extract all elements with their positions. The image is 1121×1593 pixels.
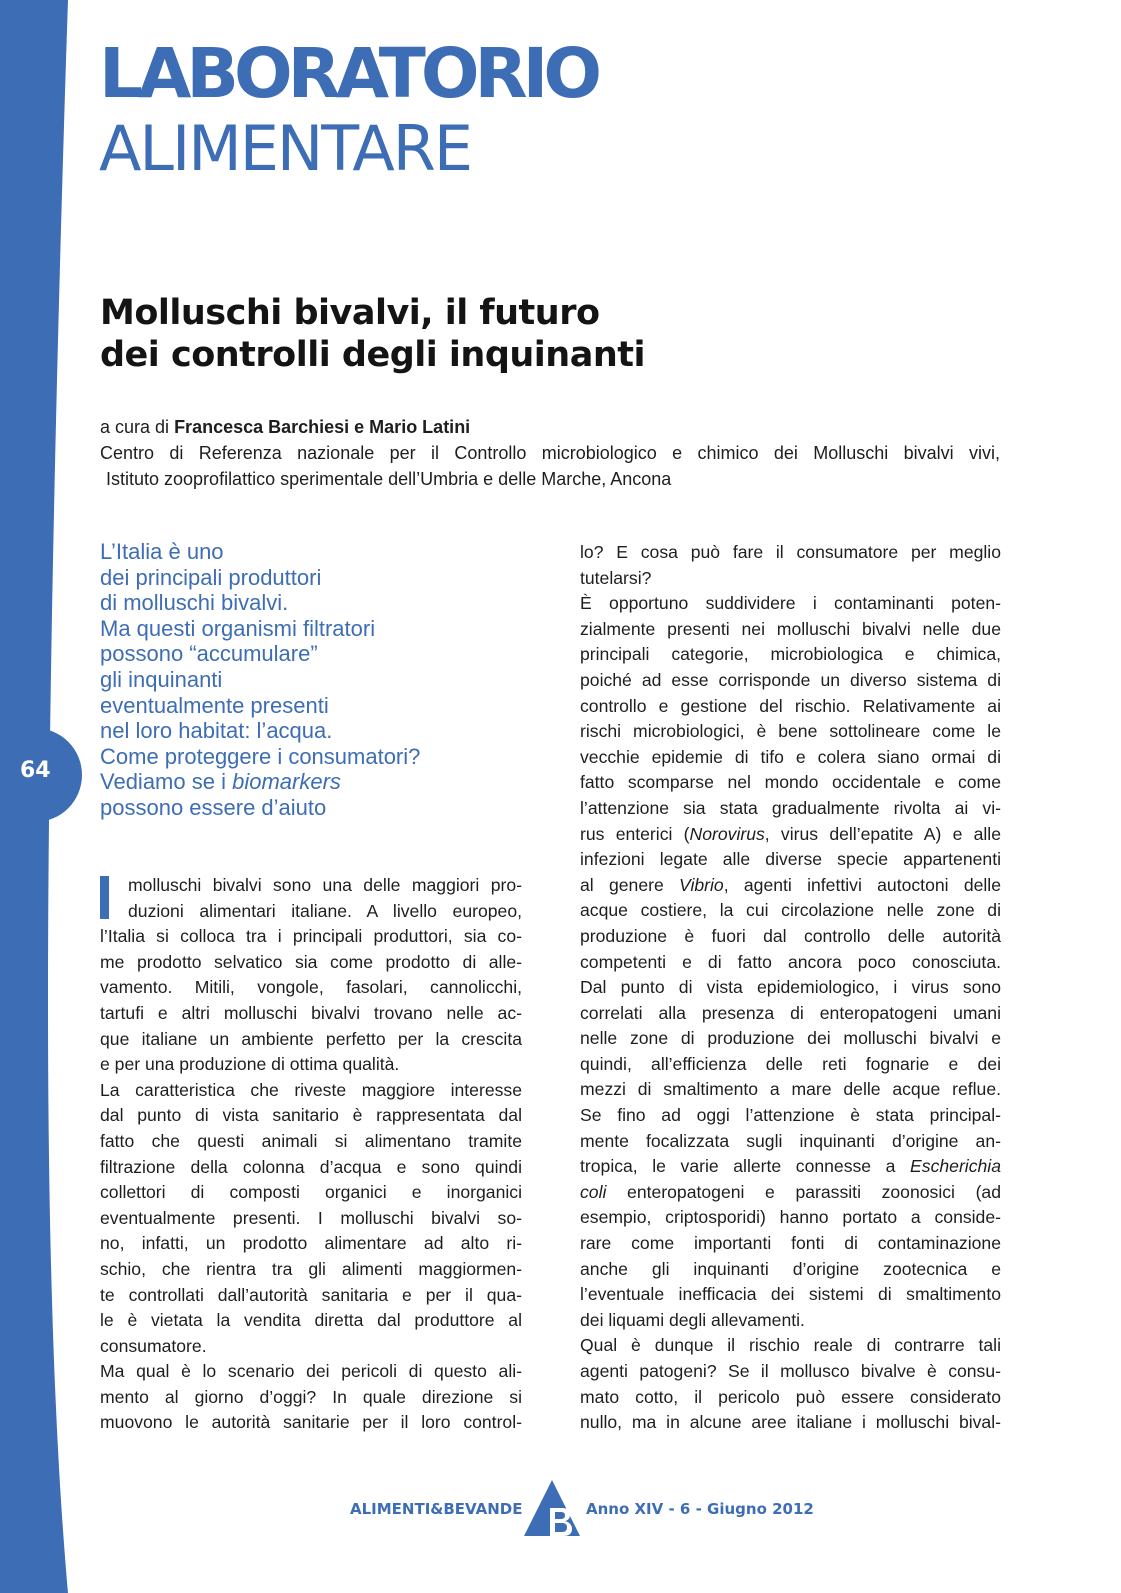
body-line: tutelarsi? xyxy=(580,567,652,588)
lead-line: Come proteggere i consumatori? xyxy=(100,743,421,769)
article-title-line: Molluschi bivalvi, il futuro xyxy=(100,293,600,333)
body-line: Qual è dunque il rischio reale di contrarre tali xyxy=(580,1335,1001,1356)
article-lead xyxy=(100,539,540,821)
body-paragraph xyxy=(100,1078,522,1360)
body-text: tropica, le varie allerte connesse a xyxy=(580,1156,911,1177)
body-line: schio, che rientra tra gli alimenti maggiormen- xyxy=(100,1258,522,1279)
lead-line: nel loro habitat: l’acqua. xyxy=(100,718,333,744)
byline-authors-line xyxy=(100,414,1000,440)
body-line: l’Italia si colloca tra i principali produttori, sia co- xyxy=(100,926,522,947)
body-line: rare come importanti fonti di contaminazione xyxy=(580,1233,1001,1254)
lead-line: gli inquinanti xyxy=(100,666,223,692)
article-title-line: dei controlli degli inquinanti xyxy=(100,335,645,375)
body-line: zialmente presenti nei molluschi bivalvi nelle due xyxy=(580,618,1001,639)
lead-line: possono essere d’aiuto xyxy=(100,794,327,820)
body-paragraph xyxy=(580,540,1001,591)
body-line: tartufi e altri molluschi bivalvi trovano nelle ac- xyxy=(100,1002,522,1023)
section-header xyxy=(99,34,597,184)
section-header-line1: LABORATORIO xyxy=(99,34,597,114)
body-line: vamento. Mitili, vongole, fasolari, cannolicchi, xyxy=(100,977,522,998)
body-line: È opportuno suddividere i contaminanti poten- xyxy=(580,593,1001,614)
body-line: filtrazione della colonna d’acqua e sono quindi xyxy=(100,1156,522,1177)
body-line: consumatore. xyxy=(100,1335,207,1356)
body-line: Dal punto di vista epidemiologico, i virus sono xyxy=(580,977,1001,998)
body-line: muovono le autorità sanitarie per il loro control- xyxy=(100,1412,522,1433)
affiliation-line: Centro di Referenza nazionale per il Controllo microbiologico e chimico dei Molluschi bivalvi vivi, xyxy=(100,443,1000,463)
authors: Francesca Barchiesi e Mario Latini xyxy=(174,417,471,437)
body-line: anche gli inquinanti d’origine zootecnica e xyxy=(580,1258,1001,1279)
body-line: duzioni alimentari italiane. A livello europeo, xyxy=(128,900,522,921)
byline xyxy=(100,414,1000,492)
body-line: fatto scomparse nel mondo occidentale e come xyxy=(580,772,1001,793)
italic-term: coli xyxy=(580,1181,607,1202)
body-line: le è vietata la vendita diretta dal produttore al xyxy=(100,1310,522,1331)
body-line: dei liquami degli allevamenti. xyxy=(580,1309,805,1330)
body-line xyxy=(580,1180,1001,1206)
lead-line: dei principali produttori xyxy=(100,564,322,590)
body-text: rus enterici ( xyxy=(580,823,690,844)
body-line: mente focalizzata sugli inquinanti d’origine an- xyxy=(580,1130,1001,1151)
body-line: vecchie epidemie di tifo e colera siano ormai di xyxy=(580,746,1001,767)
body-line: dal punto di vista sanitario è rappresentata dal xyxy=(100,1105,522,1126)
body-line xyxy=(580,873,1001,899)
body-line: no, infatti, un prodotto alimentare ad alto ri- xyxy=(100,1233,522,1254)
body-line: Se fino ad oggi l’attenzione è stata principal- xyxy=(580,1105,1001,1126)
body-line: agenti patogeni? Se il mollusco bivalve è consu- xyxy=(580,1361,1001,1381)
body-line: infezioni legate alle diverse specie appartenenti xyxy=(580,849,1001,870)
body-line: Ma qual è lo scenario dei pericoli di questo ali- xyxy=(100,1361,522,1382)
italic-term: Vibrio xyxy=(679,874,724,895)
body-line: esempio, criptosporidi) hanno portato a conside- xyxy=(580,1207,1001,1228)
body-line: nelle zone di produzione dei molluschi bivalvi e xyxy=(580,1028,1001,1049)
body-line: La caratteristica che riveste maggiore interesse xyxy=(100,1079,522,1100)
body-line: molluschi bivalvi sono una delle maggiori pro- xyxy=(128,875,522,895)
section-header-line2: ALIMENTARE xyxy=(99,112,472,185)
body-text: al genere xyxy=(580,874,680,895)
body-line: correlati alla presenza di enteropatogeni umani xyxy=(580,1002,1001,1023)
page-number: 64 xyxy=(20,758,51,783)
body-line: quindi, all’efficienza delle reti fognarie e dei xyxy=(580,1053,1001,1074)
body-line: poiché ad esse corrisponde un diverso sistema di xyxy=(580,669,1001,690)
dropcap-letter xyxy=(100,876,109,919)
body-line: produzione è fuori dal controllo delle autorità xyxy=(580,925,1001,946)
body-paragraph xyxy=(580,1333,1001,1435)
body-line: lo? E cosa può fare il consumatore per meglio xyxy=(580,542,1001,562)
footer-publication: ALIMENTI&BEVANDE xyxy=(350,1500,523,1518)
body-line: mato cotto, il pericolo può essere considerato xyxy=(580,1386,1001,1407)
article-title xyxy=(100,292,1000,376)
body-paragraph xyxy=(100,1359,522,1436)
byline-prefix: a cura di xyxy=(100,417,170,437)
body-line: l’attenzione sia stata gradualmente rivolta ai vi- xyxy=(580,797,1001,818)
publication-logo-icon xyxy=(520,1478,584,1538)
lead-italic-term: biomarkers xyxy=(232,769,341,795)
body-line: mento al giorno d’oggi? In quale direzione si xyxy=(100,1386,522,1407)
lead-line: Ma questi organismi filtratori xyxy=(100,615,376,641)
italic-term: Escherichia xyxy=(910,1156,1001,1177)
lead-text: Vediamo se i xyxy=(100,769,226,795)
body-line: l’eventuale inefficacia dei sistemi di smaltimento xyxy=(580,1284,1001,1305)
body-line: nullo, ma in alcune aree italiane i molluschi bival- xyxy=(580,1412,1001,1433)
body-line: te controllati dall’autorità sanitaria e per il qua- xyxy=(100,1284,522,1305)
body-text: enteropatogeni e parassiti zoonosici (ad xyxy=(606,1181,1001,1202)
body-text: , agenti infettivi autoctoni delle xyxy=(723,874,1001,895)
body-line: competenti e di fatto ancora poco conosciuta. xyxy=(580,951,1001,972)
page-footer xyxy=(348,1478,818,1538)
affiliation-line: Istituto zooprofilattico sperimentale dell’Umbria e delle Marche, Ancona xyxy=(106,469,672,489)
body-line: fatto che questi animali si alimentano tramite xyxy=(100,1130,522,1151)
body-line xyxy=(580,1154,1001,1180)
body-line: mezzi di smaltimento a mare delle acque reflue. xyxy=(580,1079,1001,1100)
footer-issue: Anno XIV - 6 - Giugno 2012 xyxy=(586,1500,814,1518)
lead-line: L’Italia è uno xyxy=(100,539,224,564)
body-line: collettori di composti organici e inorganici xyxy=(100,1182,522,1203)
body-line: acque costiere, la cui circolazione nelle zone di xyxy=(580,900,1001,921)
body-text: , virus dell’epatite A) e alle xyxy=(764,823,1001,844)
body-line: me prodotto selvatico sia come prodotto di alle- xyxy=(100,951,522,972)
body-line: e per una produzione di ottima qualità. xyxy=(100,1054,400,1075)
lead-line xyxy=(100,769,540,795)
body-line xyxy=(580,822,1001,848)
body-line: controllo e gestione del rischio. Relativamente ai xyxy=(580,695,1001,716)
body-paragraph xyxy=(100,873,522,1078)
body-line: rischi microbiologici, è bene sottolineare come le xyxy=(580,721,1001,742)
lead-line: eventualmente presenti xyxy=(100,692,329,718)
lead-line: di molluschi bivalvi. xyxy=(100,590,289,616)
lead-line: possono “accumulare” xyxy=(100,641,318,667)
body-line: eventualmente presenti. I molluschi bivalvi so- xyxy=(100,1207,522,1228)
body-line: que italiane un ambiente perfetto per la crescita xyxy=(100,1028,522,1049)
body-paragraph xyxy=(580,591,1001,1333)
body-line: principali categorie, microbiologica e chimica, xyxy=(580,644,1001,665)
body-column-right xyxy=(580,540,1001,1436)
italic-term: Norovirus xyxy=(689,823,765,844)
body-column-left xyxy=(100,873,522,1436)
